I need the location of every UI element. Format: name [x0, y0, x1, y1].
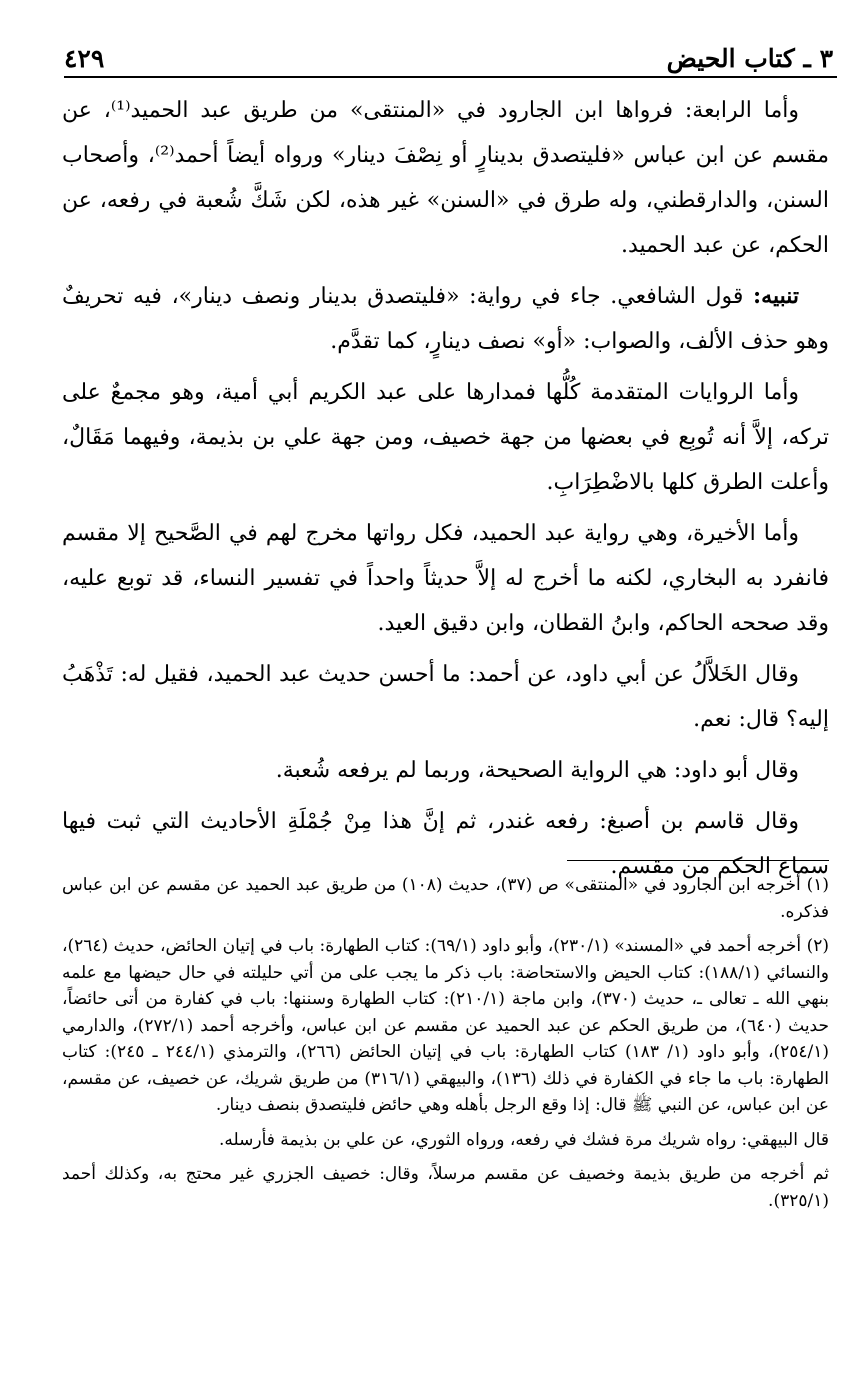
paragraph-fourth-narration: وأما الرابعة: فرواها ابن الجارود في «المنتقى» من طريق عبد الحميد⁽¹⁾، عن مقسم عن ابن عباس «فليتصدق بدينارٍ أو نِصْفَ دينار» ورواه أيضاً أحمد⁽²⁾، وأصحاب السنن، والدارقطني، وله طرق في «السنن» غير هذه، لكن شَكَّ شُعبة في رفعه، عن الحكم، عن عبد الحميد. [62, 98, 829, 258]
chapter-title: ٣ ـ كتاب الحيض [666, 44, 833, 73]
paragraph-last-narration: وأما الأخيرة، وهي رواية عبد الحميد، فكل رواتها مخرج لهم في الصَّحيح إلا مقسم فانفرد به البخاري، لكنه ما أخرج له إلاَّ حديثاً واحداً في تفسير النساء، قد توبع عليه، وقد صححه الحاكم، وابنُ القطان، وابن دقيق العيد. [62, 521, 829, 636]
paragraph-abu-dawud: وقال أبو داود: هي الرواية الصحيحة، وربما لم يرفعه شُعبة. [275, 758, 799, 783]
tanbih-text: قول الشافعي. جاء في رواية: «فليتصدق بدينار ونصف دينار»، فيه تحريفٌ وهو حذف الألف، والصواب: «أو» نصف دينارٍ، كما تقدَّم. [62, 284, 829, 354]
page-number: ٤٢٩ [64, 44, 105, 73]
paragraph-previous-narrations: وأما الروايات المتقدمة كُلُّها فمدارها على عبد الكريم أبي أمية، وهو مجمعٌ على تركه، إلاَّ أنه تُوبِع في بعضها من جهة خصيف، ومن جهة علي بن بذيمة، وفيهما مَقَالٌ، وأعلت الطرق كلها بالاضْطِرَابِ. [62, 380, 829, 495]
footnote-divider [567, 860, 829, 861]
tanbih-label: تنبيه: [753, 283, 799, 309]
header-divider [64, 76, 837, 78]
main-text [62, 88, 829, 895]
footnote-2-bayhaqi: قال البيهقي: رواه شريك مرة فشك في رفعه، ورواه الثوري، عن علي بن بذيمة فأرسله. [219, 1129, 829, 1150]
paragraph-qasim: وقال قاسم بن أصبغ: رفعه غندر، ثم إنَّ هذا مِنْ جُمْلَةِ الأحاديث التي ثبت فيها سماع الحكم من مقسم. [62, 809, 829, 879]
footnote-2: (٢) أخرجه أحمد في «المسند» (٢٣٠/١)، وأبو داود (٦٩/١): كتاب الطهارة: باب في إتيان الحائض، حديث (٢٦٤)، والنسائي (١٨٨/١): كتاب الحيض والاستحاضة: باب ذكر ما يجب على من أتي حليلته في حال حيضها مع علمه بنهي الله ـ تعالى ـ، حديث (٣٧٠)، وابن ماجة (٢١٠/١): كتاب الطهارة وسننها: باب في كفارة من أتى حائضاً، حديث (٦٤٠)، من طريق الحكم عن عبد الحميد عن مقسم عن ابن عباس، وأخرجه أحمد (٢٧٢/١)، والدارمي (٢٥٤/١)، وأبو داود (١/ ١٨٣) كتاب الطهارة: باب في إتيان الحائض (٢٦٦)، والترمذي (٢٤٤/١ ـ ٢٤٥): كتاب الطهارة: باب ما جاء في الكفارة في ذلك (١٣٦)، والبيهقي (٣١٦/١) من طريق شريك، عن خصيف، عن مقسم، عن ابن عباس، عن النبي ﷺ قال: إذا وقع الرجل بأهله وهي حائض فليتصدق بنصف دينار. [62, 936, 829, 1115]
footnote-2-continued: ثم أخرجه من طريق بذيمة وخصيف عن مقسم مرسلاً، وقال: خصيف الجزري غير محتج به، وكذلك أحمد (٣٢٥/١). [62, 1164, 829, 1211]
paragraph-tanbih [62, 274, 829, 364]
paragraph-khallal: وقال الخَلاَّلُ عن أبي داود، عن أحمد: ما أحسن حديث عبد الحميد، فقيل له: تَذْهَبُ إليه؟ قال: نعم. [62, 662, 829, 732]
footnote-1: (١) أخرجه ابن الجارود في «المنتقى» ص (٣٧)، حديث (١٠٨) من طريق عبد الحميد عن مقسم عن ابن عباس فذكره. [62, 875, 829, 922]
footnotes [62, 872, 829, 1222]
running-header [64, 38, 833, 74]
